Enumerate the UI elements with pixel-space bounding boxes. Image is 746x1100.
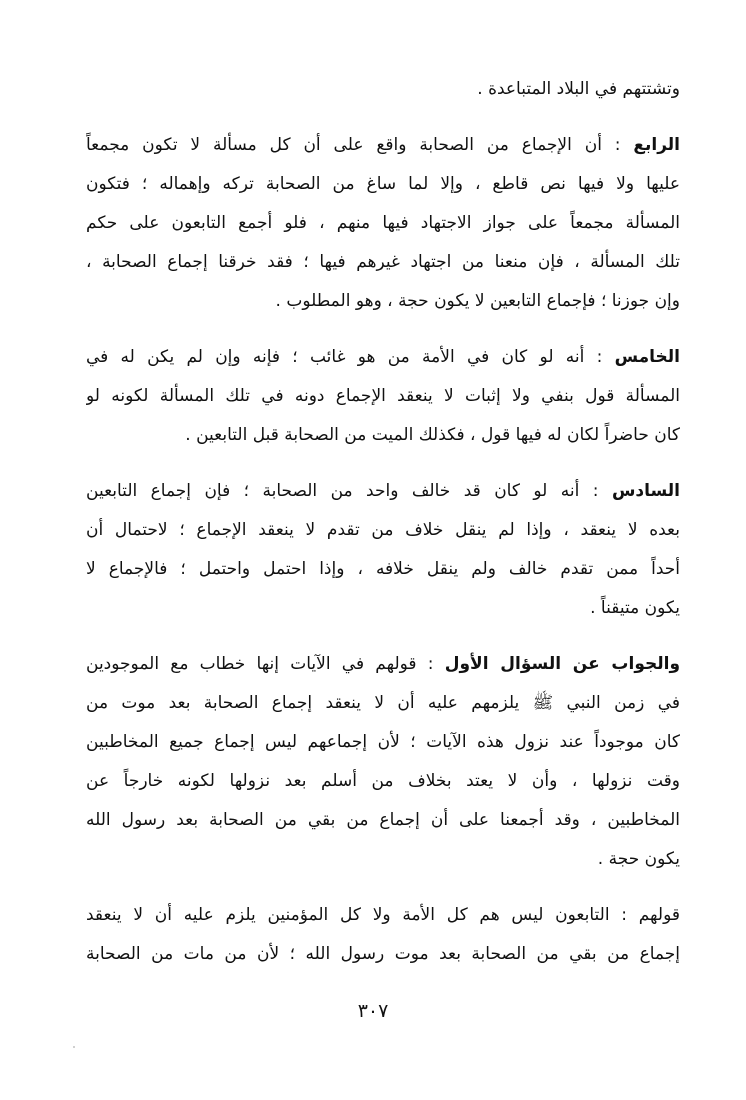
paragraph-continuation xyxy=(86,70,680,109)
text-line: وإن جوزنا ؛ فإجماع التابعين لا يكون حجة ، وهو المطلوب . xyxy=(275,291,680,311)
paragraph-label: الرابع xyxy=(633,135,680,155)
line-text: : أنه لو كان قد خالف واحد من الصحابة ؛ فإن إجماع التابعين xyxy=(86,481,599,501)
text-line: المسألة مجمعاً على جواز الاجتهاد فيها منهم ، فلو أجمع التابعون على حكم xyxy=(86,213,680,233)
text-line: يكون متيقناً . xyxy=(590,598,680,618)
line-text: : أن الإجماع من الصحابة واقع على أن كل مسألة لا تكون مجمعاً xyxy=(86,135,621,155)
paragraph-sixth xyxy=(86,472,680,628)
paragraph-fifth xyxy=(86,338,680,455)
paragraph-fourth xyxy=(86,126,680,321)
line-text: : قولهم في الآيات إنها خطاب مع الموجودين xyxy=(86,654,434,674)
text-line: كان موجوداً عند نزول هذه الآيات ؛ لأن إجماعهم ليس إجماع جميع المخاطبين xyxy=(86,732,680,752)
text-line xyxy=(86,472,680,511)
text-line: كان حاضراً لكان له فيها قول ، فكذلك الميت من الصحابة قبل التابعين . xyxy=(185,425,680,445)
text-line: إجماع من بقي من الصحابة بعد موت رسول الله ؛ لأن من مات من الصحابة xyxy=(86,944,680,964)
paragraph-answer-first-question xyxy=(86,645,680,879)
text-line xyxy=(86,126,680,165)
body-text xyxy=(86,70,680,991)
line-text: : أنه لو كان في الأمة من هو غائب ؛ فإنه وإن لم يكن له في xyxy=(86,347,603,367)
text-line: قولهم : التابعون ليس هم كل الأمة ولا كل المؤمنين يلزم عليه أن لا ينعقد xyxy=(86,905,680,925)
text-line: المخاطبين ، وقد أجمعنا على أن إجماع من بقي من الصحابة بعد رسول الله xyxy=(86,810,680,830)
paragraph-label: والجواب عن السؤال الأول xyxy=(444,654,680,674)
text-line: وقت نزولها ، وأن لا يعتد بخلاف من أسلم بعد نزولها لكونه خارجاً عن xyxy=(86,771,680,791)
text-line: وتشتتهم في البلاد المتباعدة . xyxy=(477,79,680,99)
text-line: عليها ولا فيها نص قاطع ، وإلا لما ساغ من الصحابة تركه وإهماله ؛ فتكون xyxy=(86,174,680,194)
paragraph-label: السادس xyxy=(611,481,680,501)
text-line: المسألة قول بنفي ولا إثبات لا ينعقد الإجماع دونه في تلك المسألة لكونه لو xyxy=(86,386,680,406)
text-line xyxy=(86,338,680,377)
paragraph-followers-statement xyxy=(86,896,680,974)
text-line: بعده لا ينعقد ، وإذا لم ينقل خلاف من تقدم لا ينعقد الإجماع ؛ لاحتمال أن xyxy=(86,520,680,540)
text-line xyxy=(86,645,680,684)
text-line: يكون حجة . xyxy=(597,849,680,869)
paragraph-label: الخامس xyxy=(614,347,680,367)
text-line: في زمن النبي ﷺ يلزمهم عليه أن لا ينعقد إجماع الصحابة بعد موت من xyxy=(86,693,680,713)
text-line: أحداً ممن تقدم خالف ولم ينقل خلافه ، وإذا احتمل واحتمل ؛ فالإجماع لا xyxy=(86,559,680,579)
scan-speck xyxy=(73,1046,75,1048)
text-line: تلك المسألة ، فإن منعنا من اجتهاد غيرهم فيها ؛ فقد خرقنا إجماع الصحابة ، xyxy=(86,252,680,272)
page-number: ٣٠٧ xyxy=(357,1000,389,1022)
